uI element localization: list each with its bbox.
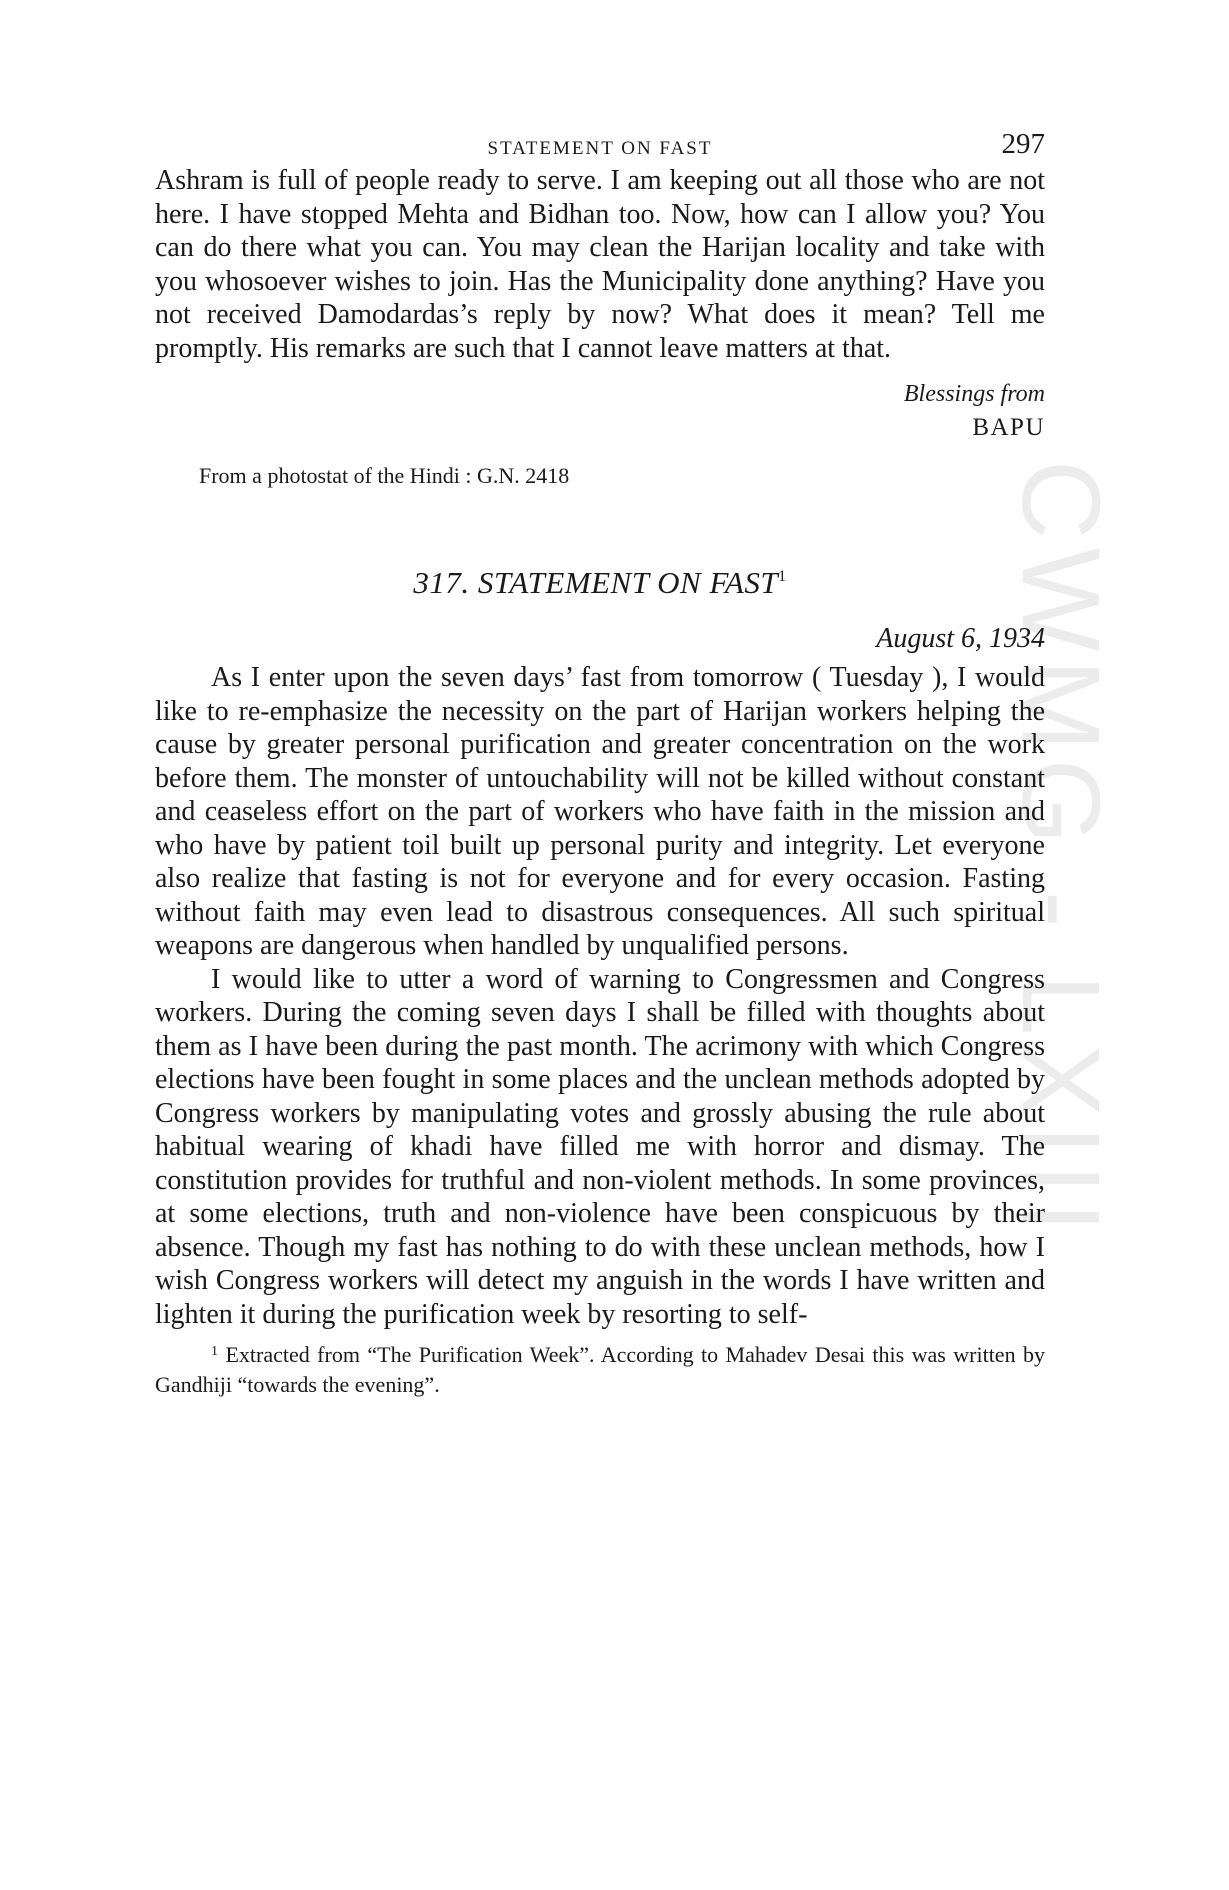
letter-paragraph: Ashram is full of people ready to serve. I am keeping out all those who are not here. I have stopped Mehta and Bidhan too. Now, how can I allow you? You can do there what you can. You may clean the Harijan locality and take with you whosoever wishes to join. Has the Municipality done anything? Have you not received Damodardas’s reply by now? What does it mean? Tell me promptly. His remarks are such that I cannot leave matters at that.: [155, 165, 1045, 364]
footnote-text: Extracted from “The Purification Week”. According to Mahadev Desai this was written by Gandhiji “towards the evening”.: [155, 1342, 1046, 1397]
letter-closing: Blessings from: [903, 381, 1045, 407]
running-header: [155, 128, 1045, 164]
article-paragraph-1: As I enter upon the seven days’ fast from tomorrow ( Tuesday ), I would like to re-emphasize the necessity on the part of Harijan workers helping the cause by greater personal purification and greater concentration on the work before them. The monster of untouchability will not be killed without constant and ceaseless effort on the part of workers who have faith in the mission and who have by patient toil built up personal purity and integrity. Let everyone also realize that fasting is not for everyone and for every occasion. Fasting without faith may even lead to disastrous consequences. All such spiritual weapons are dangerous when handled by unqualified persons.: [155, 662, 1045, 961]
letter-signature: BAPU: [972, 414, 1045, 441]
article-paragraph-2: I would like to utter a word of warning to Congressmen and Congress workers. During the coming seven days I shall be filled with thoughts about them as I have been during the past month. The acrimony with which Congress elections have been fought in some places and the unclean methods adopted by Congress workers by manipulating votes and grossly abusing the rule about habitual wearing of khadi have filled me with horror and dismay. The constitution provides for truthful and non-violent methods. In some provinces, at some elections, truth and non-violence have been conspicuous by their absence. Though my fast has nothing to do with these unclean methods, how I wish Congress workers will detect my anguish in the words I have written and lighten it during the purification week by resorting to self-: [155, 963, 1045, 1330]
letter-signoff: [155, 377, 1045, 445]
page-number: 297: [1001, 128, 1045, 160]
document-page: [155, 128, 1045, 1400]
article-date: August 6, 1934: [876, 623, 1045, 654]
article-heading: [155, 565, 1045, 601]
article-heading-text: 317. STATEMENT ON FAST: [413, 565, 779, 600]
footnote-reference: 1: [778, 568, 787, 585]
footnote-marker: 1: [211, 1344, 218, 1359]
watermark: CWMG - LXIII: [999, 460, 1122, 1241]
running-title: STATEMENT ON FAST: [487, 138, 713, 159]
source-note: From a photostat of the Hindi : G.N. 2418: [199, 463, 570, 488]
footnote: [155, 1337, 1045, 1400]
